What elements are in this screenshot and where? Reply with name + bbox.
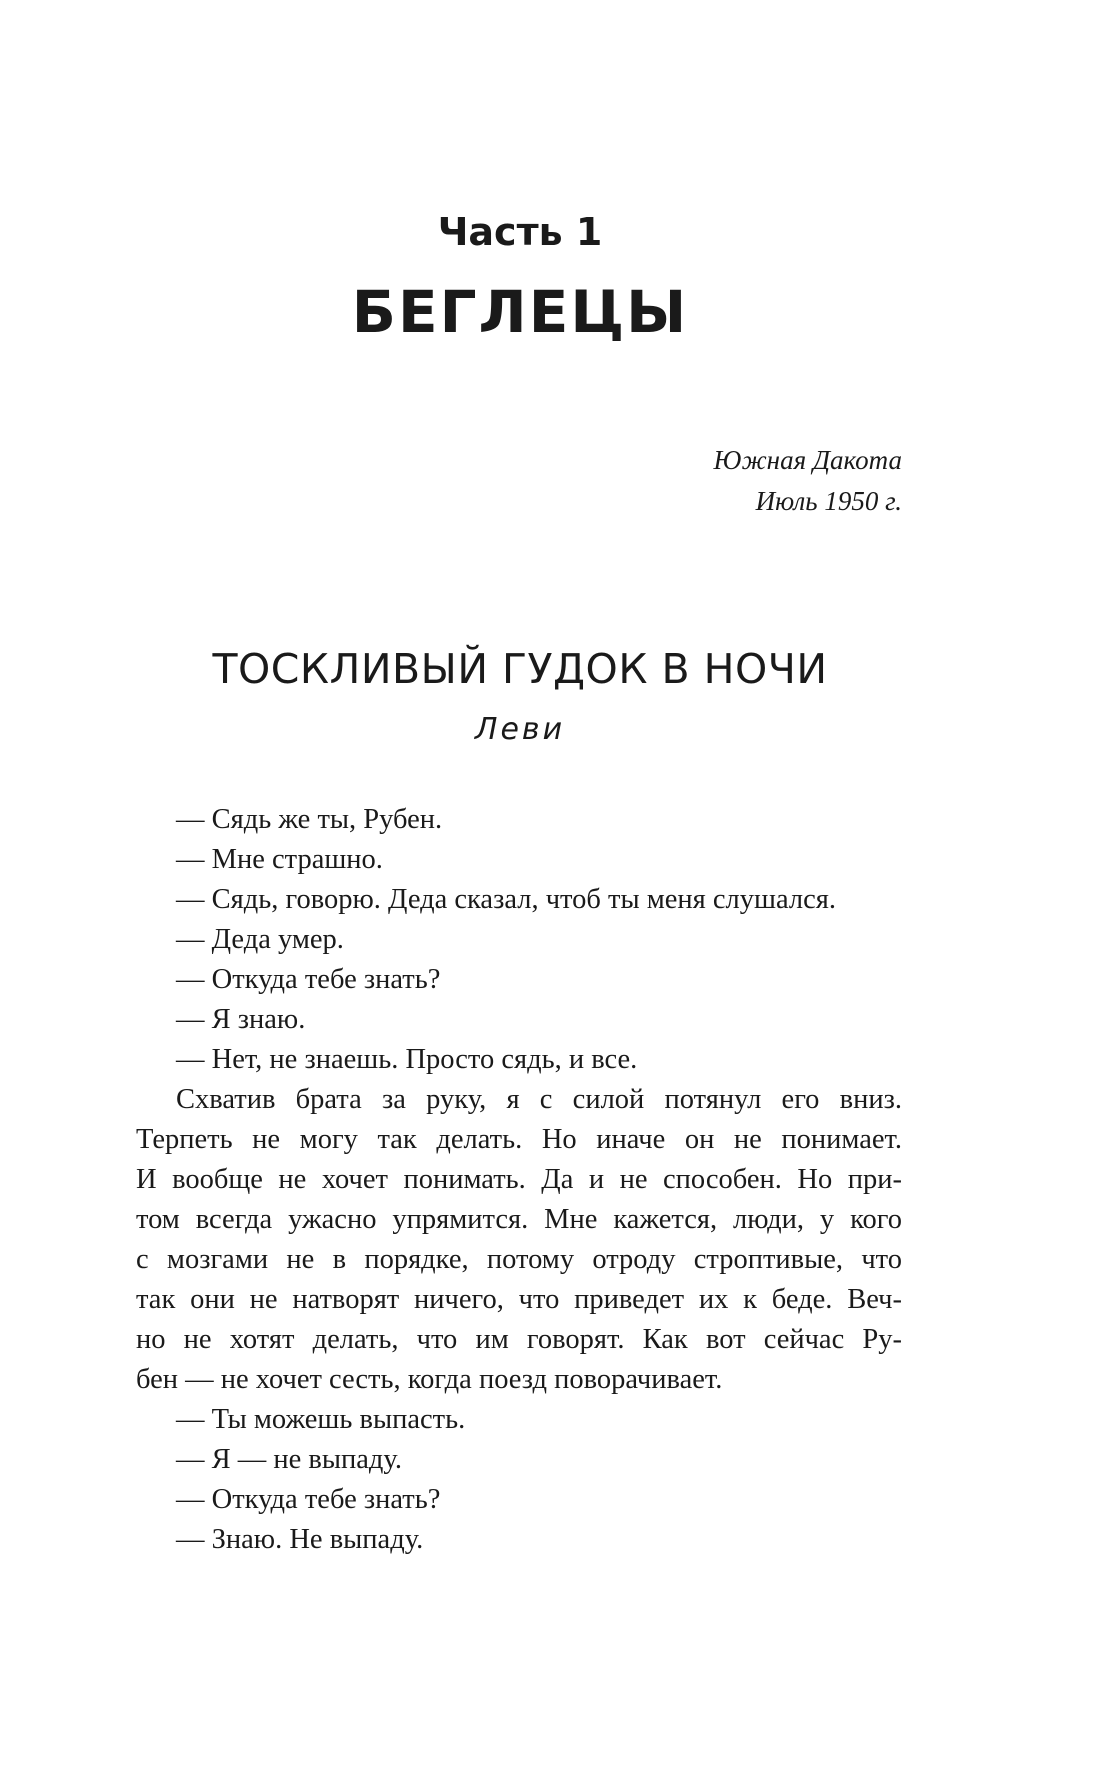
epigraph xyxy=(714,440,902,522)
paragraph-line: так они не натворят ничего, что приведет их к беде. Веч- xyxy=(136,1284,902,1315)
dialogue-line: — Мне страшно. xyxy=(176,844,383,875)
part-label: Часть 1 xyxy=(437,210,603,254)
dialogue-line: — Ты можешь выпасть. xyxy=(176,1404,466,1435)
part-title: БЕГЛЕЦЫ xyxy=(351,278,689,346)
dialogue-line: — Сядь, говорю. Деда сказал, чтоб ты меня слушался. xyxy=(176,884,836,915)
paragraph-line: Схватив брата за руку, я с силой потянул его вниз. xyxy=(176,1084,902,1115)
chapter-narrator: Леви xyxy=(474,712,566,747)
dialogue-line: — Нет, не знаешь. Просто сядь, и все. xyxy=(176,1044,638,1075)
paragraph-line: том всегда ужасно упрямится. Мне кажется, люди, у кого xyxy=(136,1204,902,1235)
paragraph-line: Терпеть не могу так делать. Но иначе он не понимает. xyxy=(136,1124,902,1155)
dialogue-line: — Я — не выпаду. xyxy=(176,1444,402,1475)
paragraph-line: с мозгами не в порядке, потому отроду строптивые, что xyxy=(136,1244,902,1275)
epigraph-date: Июль 1950 г. xyxy=(755,486,902,516)
dialogue-line: — Деда умер. xyxy=(176,924,344,955)
dialogue-line: — Откуда тебе знать? xyxy=(176,964,441,995)
epigraph-place: Южная Дакота xyxy=(713,445,902,475)
paragraph-line: И вообще не хочет понимать. Да и не способен. Но при- xyxy=(136,1164,902,1195)
body-text xyxy=(136,800,902,1560)
dialogue-line: — Знаю. Не выпаду. xyxy=(176,1524,424,1555)
dialogue-line: — Сядь же ты, Рубен. xyxy=(176,804,443,835)
dialogue-line: — Откуда тебе знать? xyxy=(176,1484,441,1515)
dialogue-line: — Я знаю. xyxy=(176,1004,306,1035)
chapter-title: ТОСКЛИВЫЙ ГУДОК В НОЧИ xyxy=(212,645,828,693)
paragraph-line: бен — не хочет сесть, когда поезд поворачивает. xyxy=(136,1364,723,1395)
paragraph-line: но не хотят делать, что им говорят. Как вот сейчас Ру- xyxy=(136,1324,902,1355)
